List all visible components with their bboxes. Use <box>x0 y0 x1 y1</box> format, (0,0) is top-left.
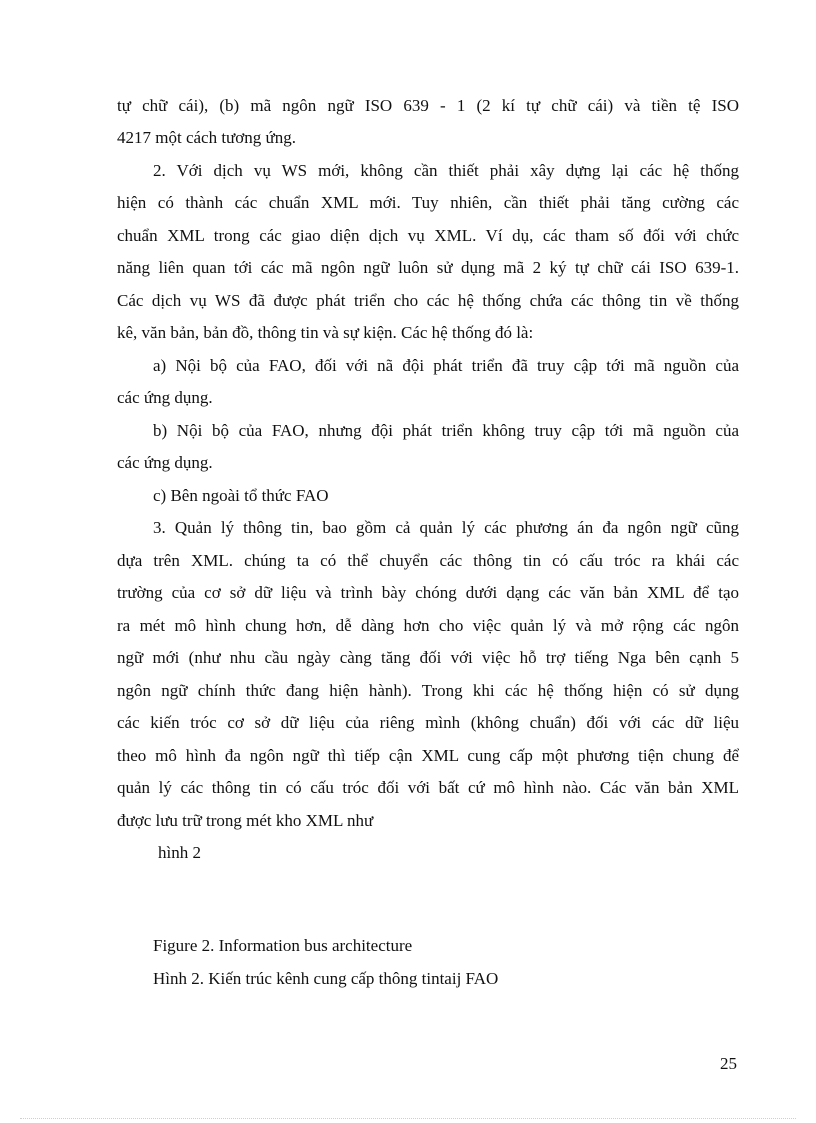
body-line: theo mô hình đa ngôn ngữ thì tiếp cận XML cung cấp một phương tiện chung để <box>117 746 739 765</box>
page-number: 25 <box>720 1054 737 1073</box>
body-line: các ứng dụng. <box>117 453 213 472</box>
body-line: kê, văn bản, bản đồ, thông tin và sự kiện. Các hệ thống đó là: <box>117 323 534 342</box>
body-line: các kiến tróc cơ sở dữ liệu của riêng mình (không chuẩn) đối với các dữ liệu <box>117 713 739 732</box>
body-line: a) Nội bộ của FAO, đối với nã đội phát triển đã truy cập tới mã nguồn của <box>153 356 739 375</box>
body-line: ra mét mô hình chung hơn, dễ dàng hơn cho việc quản lý và mở rộng các ngôn <box>117 616 739 635</box>
body-line: 2. Với dịch vụ WS mới, không cần thiết phải xây dựng lại các hệ thống <box>153 161 739 180</box>
body-line: chuẩn XML trong các giao diện dịch vụ XML. Ví dụ, các tham số đối với chức <box>117 226 739 245</box>
body-line: 4217 một cách tương ứng. <box>117 128 296 147</box>
body-line: dựa trên XML. chúng ta có thể chuyển các thông tin có cấu tróc ra khái các <box>117 551 739 570</box>
body-line: Các dịch vụ WS đã được phát triển cho các hệ thống chứa các thông tin về thống <box>117 291 739 310</box>
figure-caption-en: Figure 2. Information bus architecture <box>153 936 413 955</box>
body-line: 3. Quản lý thông tin, bao gồm cả quản lý các phương án đa ngôn ngữ cũng <box>153 518 739 537</box>
body-line: ngôn ngữ chính thức đang hiện hành). Trong khi các hệ thống hiện có sử dụng <box>117 681 739 700</box>
body-line: được lưu trữ trong mét kho XML như <box>117 811 374 830</box>
body-line: quản lý các thông tin có cấu tróc đối với bất cứ mô hình nào. Các văn bản XML <box>117 778 739 797</box>
page-bottom-divider <box>20 1118 796 1119</box>
figure-reference: hình 2 <box>158 843 201 862</box>
body-line: trường của cơ sở dữ liệu và trình bày chóng dưới dạng các văn bản XML để tạo <box>117 583 739 602</box>
body-line: b) Nội bộ của FAO, nhưng đội phát triển không truy cập tới mã nguồn của <box>153 421 739 440</box>
body-line: ngữ mới (như nhu cầu ngày càng tăng đối với việc hỗ trợ tiếng Nga bên cạnh 5 <box>117 648 739 667</box>
body-line: tự chữ cái), (b) mã ngôn ngữ ISO 639 - 1 (2 kí tự chữ cái) và tiền tệ ISO <box>117 96 739 115</box>
body-line: năng liên quan tới các mã ngôn ngữ luôn sử dụng mã 2 ký tự chữ cái ISO 639-1. <box>117 258 739 277</box>
body-line: c) Bên ngoài tổ thức FAO <box>153 486 329 505</box>
figure-caption-vi: Hình 2. Kiến trúc kênh cung cấp thông tintaij FAO <box>153 969 499 988</box>
body-line: hiện có thành các chuẩn XML mới. Tuy nhiên, cần thiết phải tăng cường các <box>117 193 739 212</box>
body-line: các ứng dụng. <box>117 388 213 407</box>
